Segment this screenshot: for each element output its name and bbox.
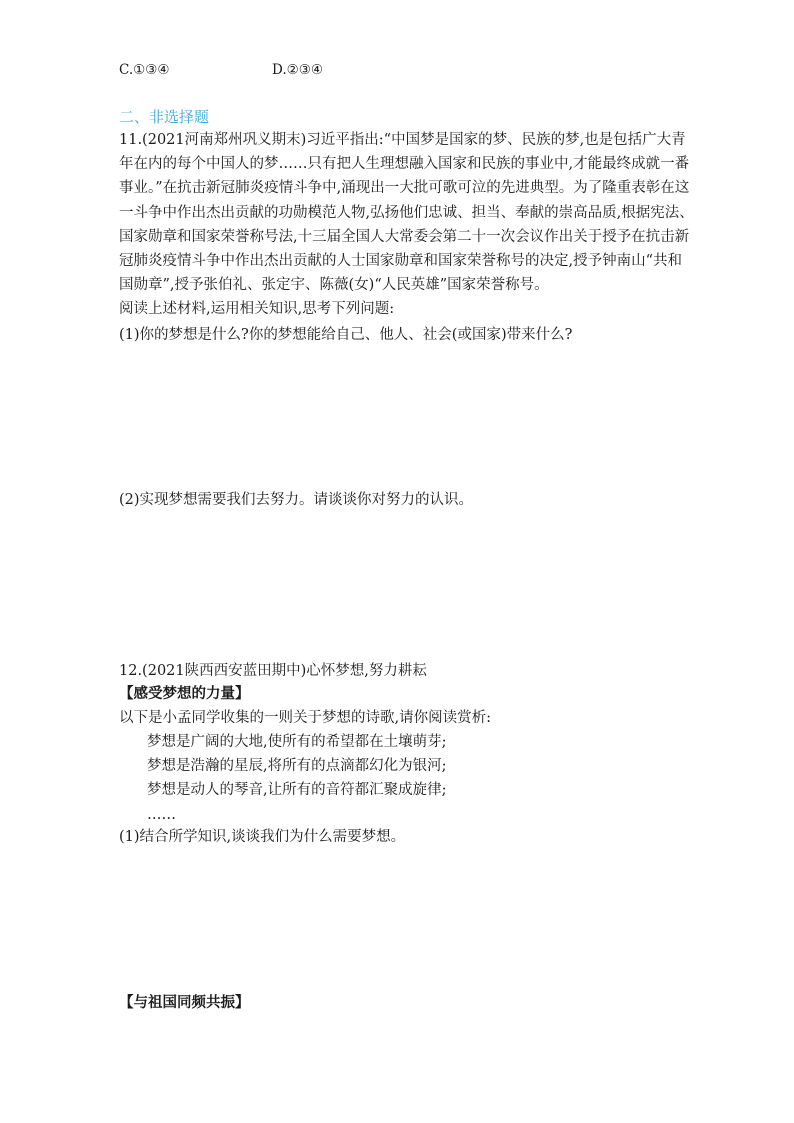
q11-line: 11.(2021河南郑州巩义期末)习近平指出:“中国梦是国家的梦、民族的梦,也是包括广大青 xyxy=(119,132,686,148)
q12-poem xyxy=(147,730,447,827)
section-title: 二、非选择题 xyxy=(119,108,210,126)
q11-line: 国勋章”,授予张伯礼、张定宇、陈薇(女)“人民英雄”国家荣誉称号。 xyxy=(119,277,549,294)
poem-line: …… xyxy=(147,806,176,823)
option-c: C.①③④ xyxy=(119,62,170,78)
poem-line: 梦想是动人的琴音,让所有的音符都汇聚成旋律; xyxy=(147,782,447,799)
q11-line: 一斗争中作出杰出贡献的功勋模范人物,弘扬他们忠诚、担当、奉献的崇高品质,根据宪法、 xyxy=(119,204,694,221)
q12-heading-dream-power: 【感受梦想的力量】 xyxy=(119,685,250,702)
q11-line: 事业。”在抗击新冠肺炎疫情斗争中,涌现出一大批可歌可泣的先进典型。为了隆重表彰在这 xyxy=(119,180,690,197)
q12-heading-resonate: 【与祖国同频共振】 xyxy=(119,994,250,1011)
q12-title: 12.(2021陕西西安蓝田期中)心怀梦想,努力耕耘 xyxy=(119,663,427,679)
option-d: D.②③④ xyxy=(272,62,323,78)
q11-line: 阅读上述材料,运用相关知识,思考下列问题: xyxy=(119,301,395,318)
q11-subquestion-1: (1)你的梦想是什么?你的梦想能给自己、他人、社会(或国家)带来什么? xyxy=(119,327,573,343)
q11-line: 国家勋章和国家荣誉称号法,十三届全国人大常委会第二十一次会议作出关于授予在抗击新 xyxy=(119,228,690,245)
question-11-material xyxy=(119,128,694,322)
q11-subquestion-2: (2)实现梦想需要我们去努力。请谈谈你对努力的认识。 xyxy=(119,492,474,508)
q11-line: 冠肺炎疫情斗争中作出杰出贡献的人士国家勋章和国家荣誉称号的决定,授予钟南山“共和 xyxy=(119,253,683,270)
poem-line: 梦想是浩瀚的星辰,将所有的点滴都幻化为银河; xyxy=(147,758,447,775)
poem-line: 梦想是广阔的大地,使所有的希望都在土壤萌芽; xyxy=(147,734,447,750)
q12-intro: 以下是小孟同学收集的一则关于梦想的诗歌,请你阅读赏析: xyxy=(119,710,491,726)
q11-line: 年在内的每个中国人的梦……只有把人生理想融入国家和民族的事业中,才能最终成就一番 xyxy=(119,156,690,173)
q12-subquestion-1: (1)结合所学知识,谈谈我们为什么需要梦想。 xyxy=(119,829,406,845)
